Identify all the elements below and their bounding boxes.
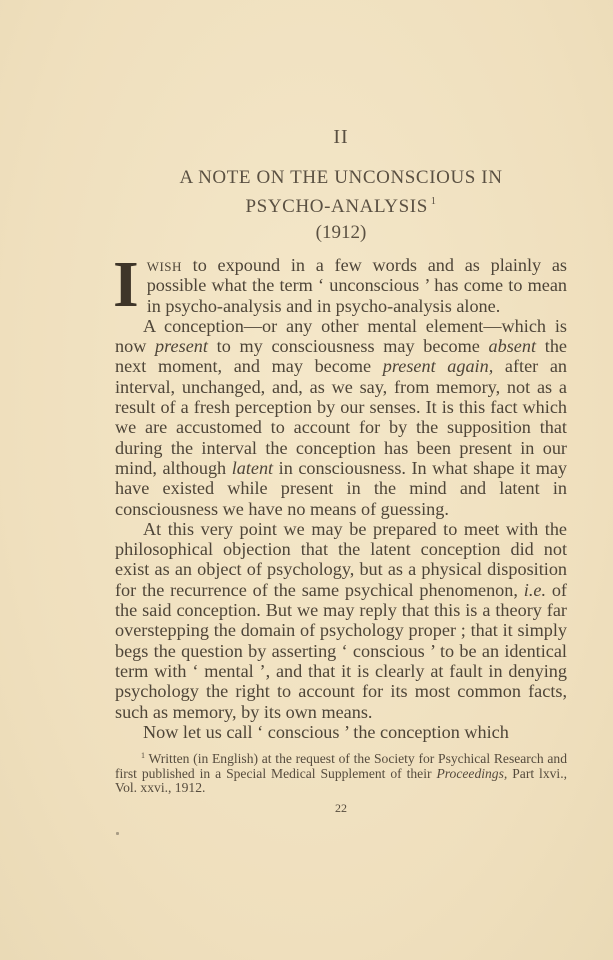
emphasis-latent: latent [231,457,274,478]
chapter-number: II [333,126,349,148]
emphasis-present: present [155,336,208,357]
paragraph-2 [115,316,567,519]
paragraph-3 [115,519,567,722]
body-text [113,248,568,742]
paragraph-2-text: after an interval, unchanged, and, as we say, from memory, not as a result of a fresh perception by our senses. It is this fact which we are accustomed to account for by the supposition that during the interval the conception has been present in our mind, although [115,356,567,478]
paragraph-1-text: to expound in a few words and as plainly as possible what the term ‘ unconscious ’ has come to mean in psycho-analysis and in psycho-analysis alone. [146,255,567,316]
paragraph-2-text: to my consciousness may become [207,336,489,357]
footnote-marker: 1 [141,751,145,760]
paragraph-2-text: in consciousness. In what shape it may have existed while present in the mind and latent in consciousness we have no means of guessing. [115,457,568,519]
footnote-text: Written (in English) at the request of the Society for Psychical Research and first published in a Special Medical Supplement of their [115,751,567,781]
paragraph-2-text: A conception—or any other mental element—which is now [115,315,567,357]
page-number: 22 [335,801,347,815]
chapter-title [115,166,567,219]
emphasis-present-again: present again, [382,356,494,377]
paragraph-4-text: Now let us call ‘ conscious ’ the conception which [143,721,509,742]
paragraph-2-text: the next moment, and may become [115,336,567,377]
chapter-year: (1912) [315,222,367,243]
paragraph-3-text: At this very point we may be prepared to meet with the philosophical objection that the latent conception did not exist as an object of psychology, but as a physical disposition for the recurrence of the same psychical phenomenon, [115,518,567,600]
paper-speck [116,832,119,835]
paragraph-4 [115,722,567,742]
footnote-emphasis-proceedings: Proceedings, [436,765,508,781]
lead-word: wish [146,255,182,275]
emphasis-ie: i.e. [523,579,546,600]
title-footnote-marker: 1 [430,196,437,207]
drop-cap: I [113,248,139,321]
emphasis-absent: absent [488,336,537,357]
paragraph-1 [113,248,567,321]
chapter-title-line-2: PSYCHO-ANALYSIS [245,196,428,217]
footnote-text: Part lxvi., Vol. xxvi., 1912. [115,765,567,796]
paragraph-3-text: of the said conception. But we may reply that this is a theory far overstepping the domain of psychology proper ; that it simply begs the question by asserting ‘ conscious ’ to be an identical term with ‘ mental ’, and that it is clearly at fault in denying psychology the right to account for its most common facts, such as memory, by its own means. [115,579,567,722]
footnote [115,749,567,796]
chapter-title-line-1: A NOTE ON THE UNCONSCIOUS IN [179,167,503,188]
